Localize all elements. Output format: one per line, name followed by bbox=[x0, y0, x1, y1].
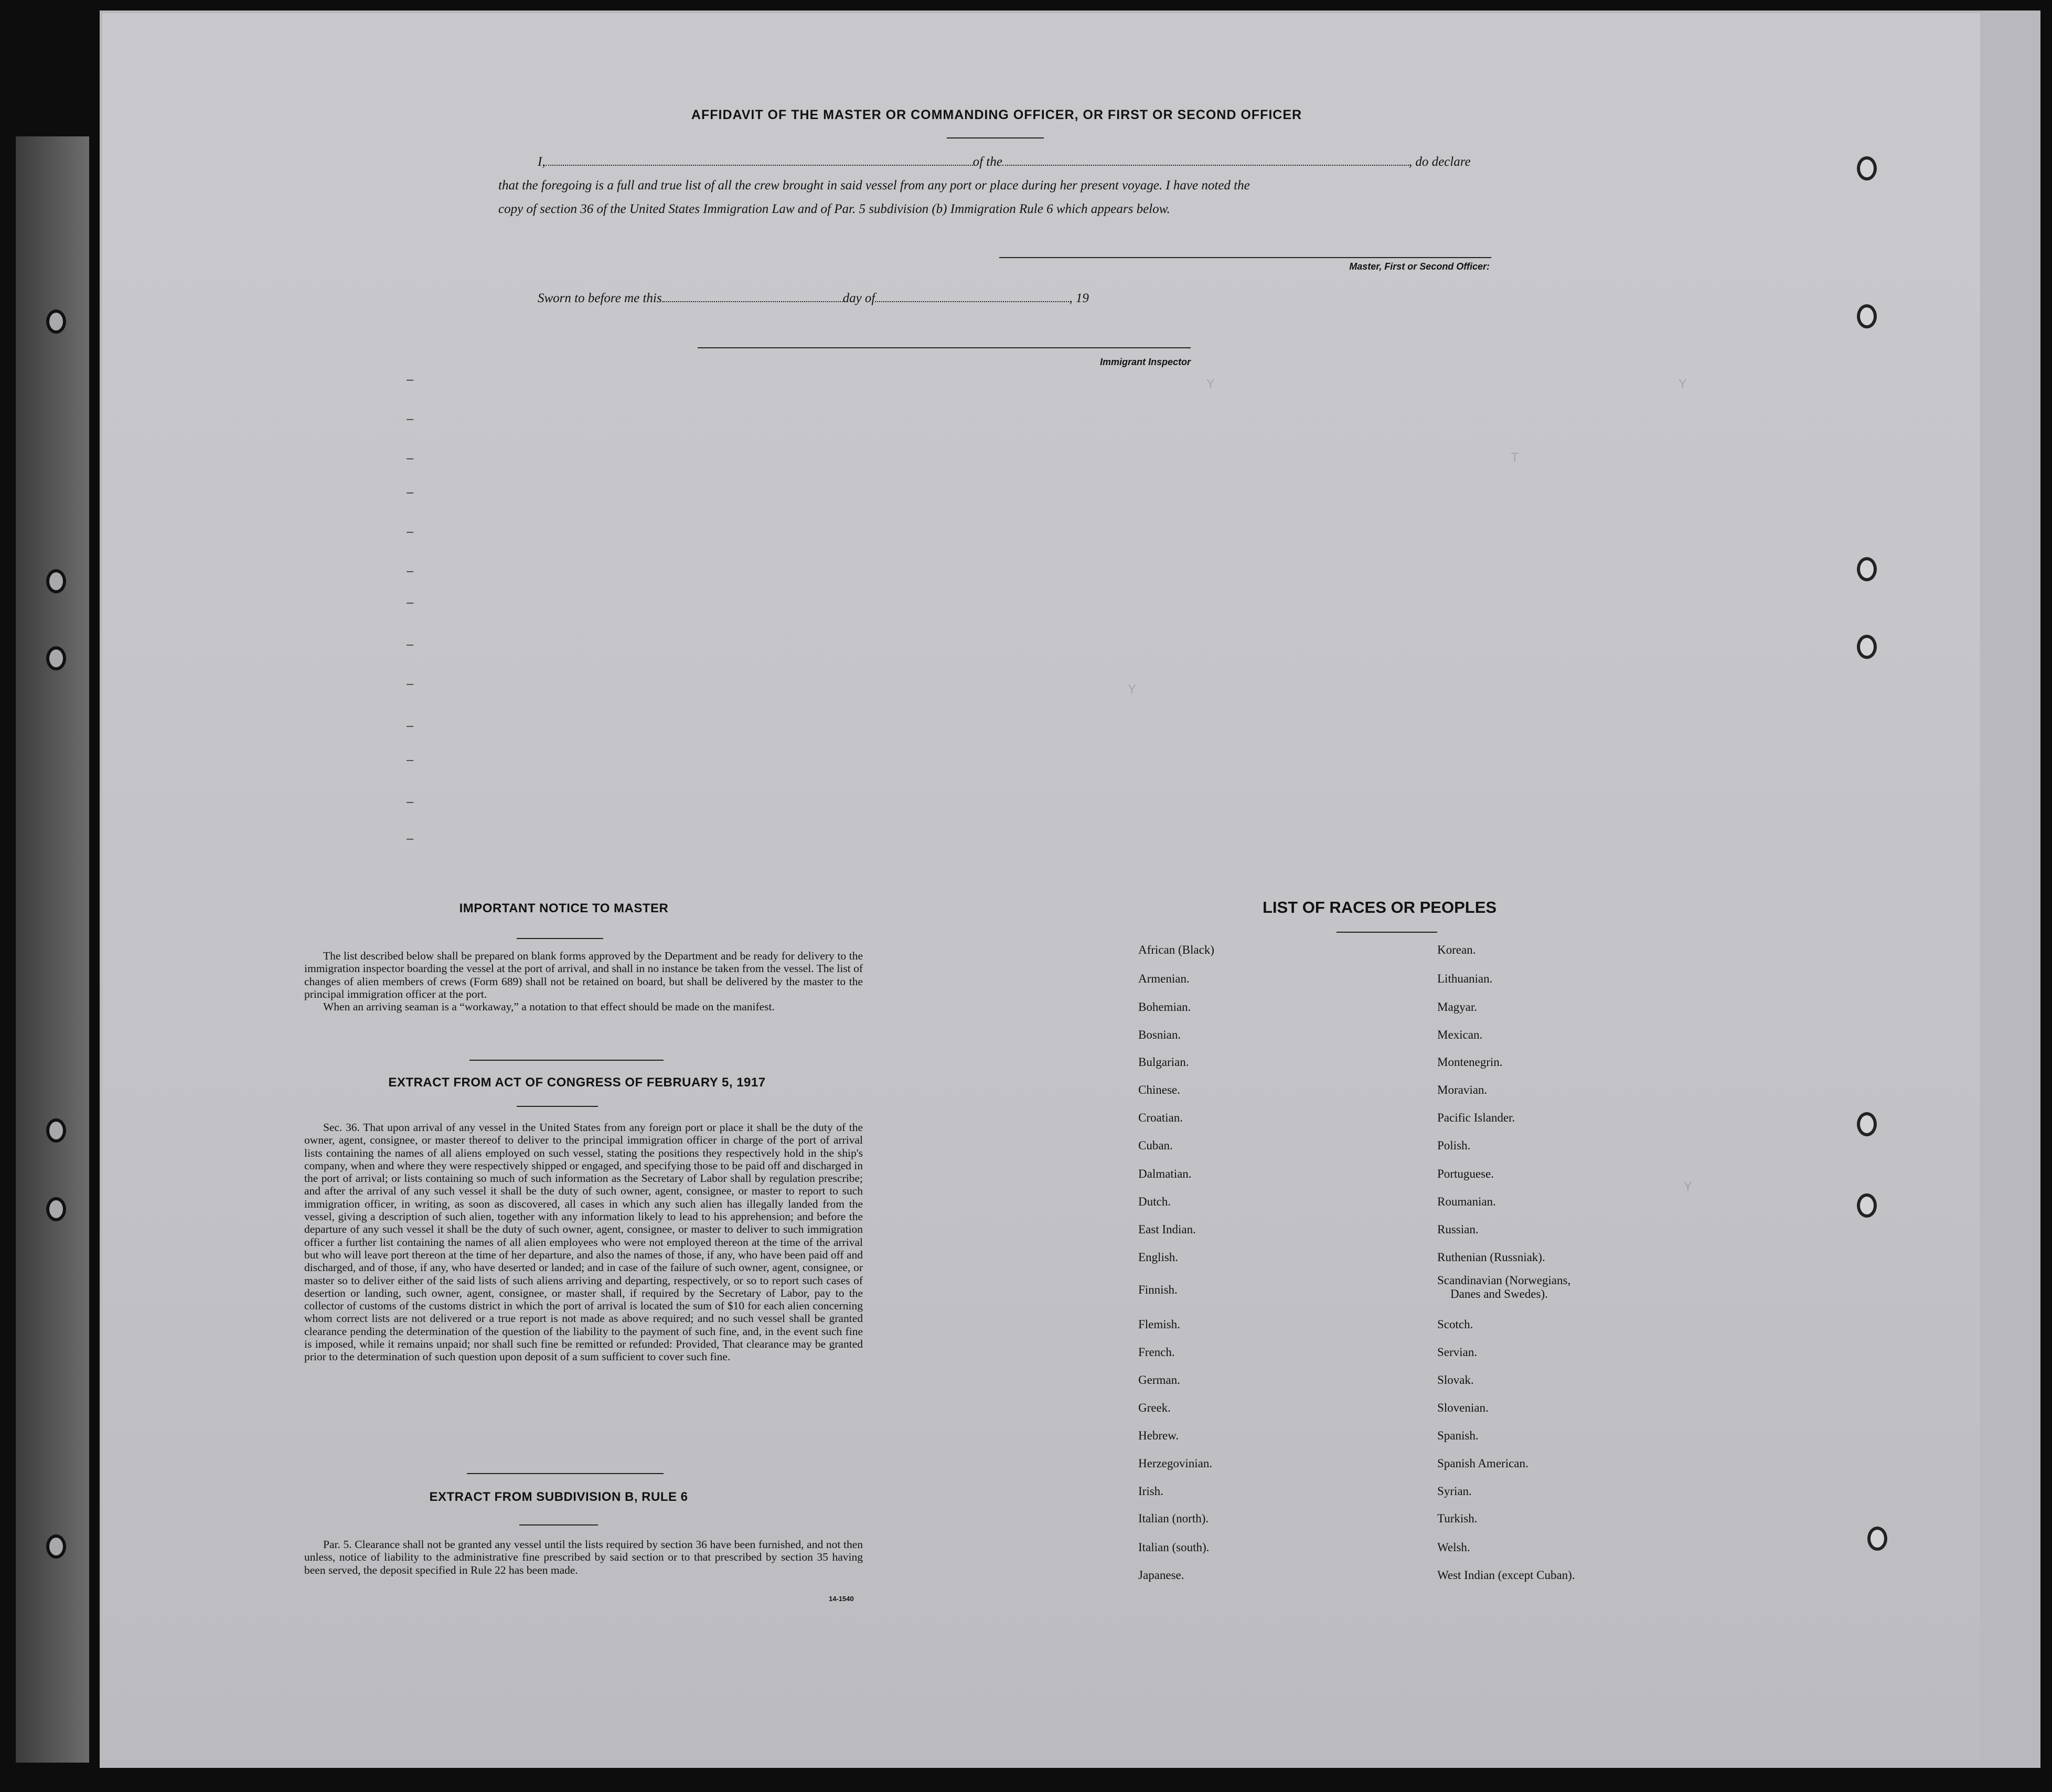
inspector-caption: Immigrant Inspector bbox=[1099, 357, 1191, 367]
divider bbox=[467, 1473, 664, 1474]
race-item: Magyar. bbox=[1437, 1000, 1478, 1014]
race-item: Portuguese. bbox=[1437, 1167, 1494, 1180]
binder-ring-icon bbox=[46, 1534, 66, 1559]
sworn-line bbox=[538, 291, 1089, 306]
race-item: Polish. bbox=[1437, 1139, 1471, 1152]
binder-ring-icon bbox=[1857, 156, 1877, 180]
race-item: Irish. bbox=[1138, 1485, 1163, 1498]
affidavit-title: AFFIDAVIT OF THE MASTER OR COMMANDING OFFICER, OR FIRST OR SECOND OFFICER bbox=[691, 108, 1302, 122]
binder-ring-icon bbox=[46, 646, 66, 670]
inspector-signature-line bbox=[698, 347, 1191, 348]
race-item: Hebrew. bbox=[1138, 1429, 1179, 1442]
divider bbox=[519, 1524, 598, 1526]
name-blank bbox=[546, 155, 973, 166]
day-blank bbox=[662, 292, 843, 302]
race-item: Lithuanian. bbox=[1437, 972, 1493, 985]
notice-paragraph: When an arriving seaman is a “workaway,” a notation to that effect should be made on the manifest. bbox=[323, 1000, 775, 1014]
binder-ring-icon bbox=[46, 310, 66, 334]
race-item: German. bbox=[1138, 1373, 1180, 1386]
affidavit-of-the-label: of the bbox=[972, 155, 1002, 169]
race-item: Cuban. bbox=[1138, 1139, 1173, 1152]
race-item: Korean. bbox=[1437, 943, 1476, 956]
race-item: Bosnian. bbox=[1138, 1028, 1181, 1041]
race-item: Syrian. bbox=[1437, 1485, 1472, 1498]
affidavit-i-label: I, bbox=[538, 155, 546, 169]
race-item: Croatian. bbox=[1138, 1111, 1183, 1124]
act-extract-title: EXTRACT FROM ACT OF CONGRESS OF FEBRUARY 5, 1917 bbox=[388, 1075, 766, 1090]
binder-ring-icon bbox=[46, 569, 66, 593]
race-item: Italian (south). bbox=[1138, 1541, 1210, 1554]
binder-ring-icon bbox=[46, 1118, 66, 1143]
race-item: Mexican. bbox=[1437, 1028, 1483, 1041]
race-item: French. bbox=[1138, 1346, 1175, 1359]
race-item: African (Black) bbox=[1138, 943, 1214, 956]
race-item: Slovenian. bbox=[1437, 1401, 1489, 1414]
race-item: Roumanian. bbox=[1437, 1195, 1496, 1208]
affidavit-text-line: copy of section 36 of the United States Immigration Law and of Par. 5 subdivision (b) Immigration Rule 6 which appears below. bbox=[498, 202, 1170, 216]
divider bbox=[517, 1106, 598, 1107]
race-item: Servian. bbox=[1437, 1346, 1478, 1359]
par-5-text: Par. 5. Clearance shall not be granted any vessel until the lists required by section 36 have been furnished, and not then unless, notice of liability to the administrative fine prescribed by said section or to that prescribed by section 35 having been served, the deposit specified in Rule 22 has been made. bbox=[304, 1538, 863, 1576]
binder-ring-icon bbox=[1857, 635, 1877, 659]
race-item: Welsh. bbox=[1437, 1541, 1470, 1554]
rule-extract-body bbox=[304, 1538, 863, 1576]
race-item: Bulgarian. bbox=[1138, 1055, 1189, 1069]
act-extract-body bbox=[304, 1121, 863, 1363]
race-item: Russian. bbox=[1437, 1223, 1479, 1236]
race-item: West Indian (except Cuban). bbox=[1437, 1569, 1575, 1582]
race-item: English. bbox=[1138, 1251, 1179, 1264]
race-item: Dutch. bbox=[1138, 1195, 1171, 1208]
race-item: Finnish. bbox=[1138, 1283, 1178, 1296]
signature-caption: Master, First or Second Officer: bbox=[1349, 261, 1490, 272]
race-item: Chinese. bbox=[1138, 1083, 1180, 1096]
year-label: , 19 bbox=[1069, 291, 1089, 305]
divider bbox=[947, 137, 1044, 138]
sworn-label: Sworn to before me this bbox=[538, 291, 662, 305]
vessel-blank bbox=[1002, 155, 1409, 166]
race-item: Pacific Islander. bbox=[1437, 1111, 1515, 1124]
race-item: Japanese. bbox=[1138, 1569, 1184, 1582]
race-item: Herzegovinian. bbox=[1138, 1457, 1213, 1470]
race-item: Armenian. bbox=[1138, 972, 1190, 985]
binder-ring-icon bbox=[1867, 1527, 1887, 1551]
race-item: Dalmatian. bbox=[1138, 1167, 1192, 1180]
race-item: Scotch. bbox=[1437, 1318, 1473, 1331]
day-of-label: day of bbox=[842, 291, 875, 305]
race-item: Moravian. bbox=[1437, 1083, 1488, 1096]
binder-ring-icon bbox=[1857, 1112, 1877, 1136]
race-item: Spanish. bbox=[1437, 1429, 1479, 1442]
binder-ring-icon bbox=[46, 1197, 66, 1221]
affidavit-text-line: that the foregoing is a full and true list of all the crew brought in said vessel from any port or place during her present voyage. I have noted the bbox=[498, 178, 1250, 193]
notice-paragraph: The list described below shall be prepared on blank forms approved by the Department and be ready for delivery to the immigration inspector boarding the vessel at the port of arrival, and shall in no instance be taken from the vessel. The list of changes of alien members of crews (Form 689) shall not be retained on board, but shall be delivered by the master to the principal immigration officer at the port. bbox=[304, 950, 863, 1000]
binder-ring-icon bbox=[1857, 1193, 1877, 1218]
race-item: Flemish. bbox=[1138, 1318, 1180, 1331]
notice-title: IMPORTANT NOTICE TO MASTER bbox=[459, 901, 669, 915]
races-title: LIST OF RACES OR PEOPLES bbox=[1262, 898, 1497, 916]
race-item: Greek. bbox=[1138, 1401, 1171, 1414]
binder-strip bbox=[16, 136, 89, 1763]
race-item: Bohemian. bbox=[1138, 1000, 1191, 1014]
binder-ring-icon bbox=[1857, 304, 1877, 328]
race-item: Danes and Swedes). bbox=[1450, 1287, 1548, 1300]
divider bbox=[517, 938, 603, 939]
rule-extract-title: EXTRACT FROM SUBDIVISION B, RULE 6 bbox=[429, 1490, 688, 1504]
form-number: 14-1540 bbox=[829, 1595, 854, 1603]
section-36-text: Sec. 36. That upon arrival of any vessel in the United States from any foreign port or place it shall be the duty of the owner, agent, consignee, or master thereof to deliver to the principal immigration officer in charge of the port of arrival lists containing the names of all aliens employed on such vessel, stating the positions they respectively hold in the ship's company, when and where they were respectively shipped or engaged, and specifying those to be paid off and discharged in the port of arrival; or lists containing so much of such information as the Secretary of Labor shall by regulation prescribe; and after the arrival of any such vessel it shall be the duty of such owner, agent, consignee, or master to report to such immigration officer, in writing, as soon as discovered, all cases in which any such alien has illegally landed from the vessel, giving a description of such alien, together with any information likely to lead to his apprehension; and before the departure of any such vessel it shall be the duty of such owner, agent, consignee, or master to deliver to such immigration officer a further list containing the names of all alien employees who were not employed thereon at the time of the arrival but who will leave port thereon at the time of her departure, and also the names of those, if any, who have been paid off and discharged, and of those, if any, who have deserted or landed; and in case of the failure of such owner, agent, consignee, or master so to deliver either of the said lists of such aliens arriving and departing, respectively, or so to report such cases of desertion or landing, such owner, agent, consignee, or master shall, if required by the Secretary of Labor, pay to the collector of customs of the customs district in which the port of arrival is located the sum of $10 for each alien concerning whom correct lists are not delivered or a true report is not made as above required; and no such vessel shall be granted clearance pending the determination of the question of the liability to the payment of such fine, and, in the event such fine is imposed, while it remains unpaid; nor shall such fine be remitted or refunded: Provided, That clearance may be granted prior to the determination of such question upon deposit of a sum sufficient to cover such fine. bbox=[304, 1121, 863, 1363]
race-item: Turkish. bbox=[1437, 1512, 1478, 1525]
notice-body bbox=[304, 950, 863, 1013]
race-item: Slovak. bbox=[1437, 1373, 1474, 1386]
divider bbox=[1337, 932, 1437, 933]
signature-line bbox=[999, 257, 1491, 258]
do-declare-label: , do declare bbox=[1408, 155, 1471, 169]
affidavit-declaration-line bbox=[538, 155, 1492, 169]
binder-ring-icon bbox=[1857, 557, 1877, 581]
race-item: East Indian. bbox=[1138, 1223, 1196, 1236]
race-item: Spanish American. bbox=[1437, 1457, 1529, 1470]
month-blank bbox=[875, 292, 1069, 302]
race-item: Scandinavian (Norwegians, bbox=[1437, 1274, 1571, 1287]
divider bbox=[469, 1060, 664, 1061]
race-item: Ruthenian (Russniak). bbox=[1437, 1251, 1545, 1264]
race-item: Montenegrin. bbox=[1437, 1055, 1503, 1069]
race-item: Italian (north). bbox=[1138, 1512, 1209, 1525]
